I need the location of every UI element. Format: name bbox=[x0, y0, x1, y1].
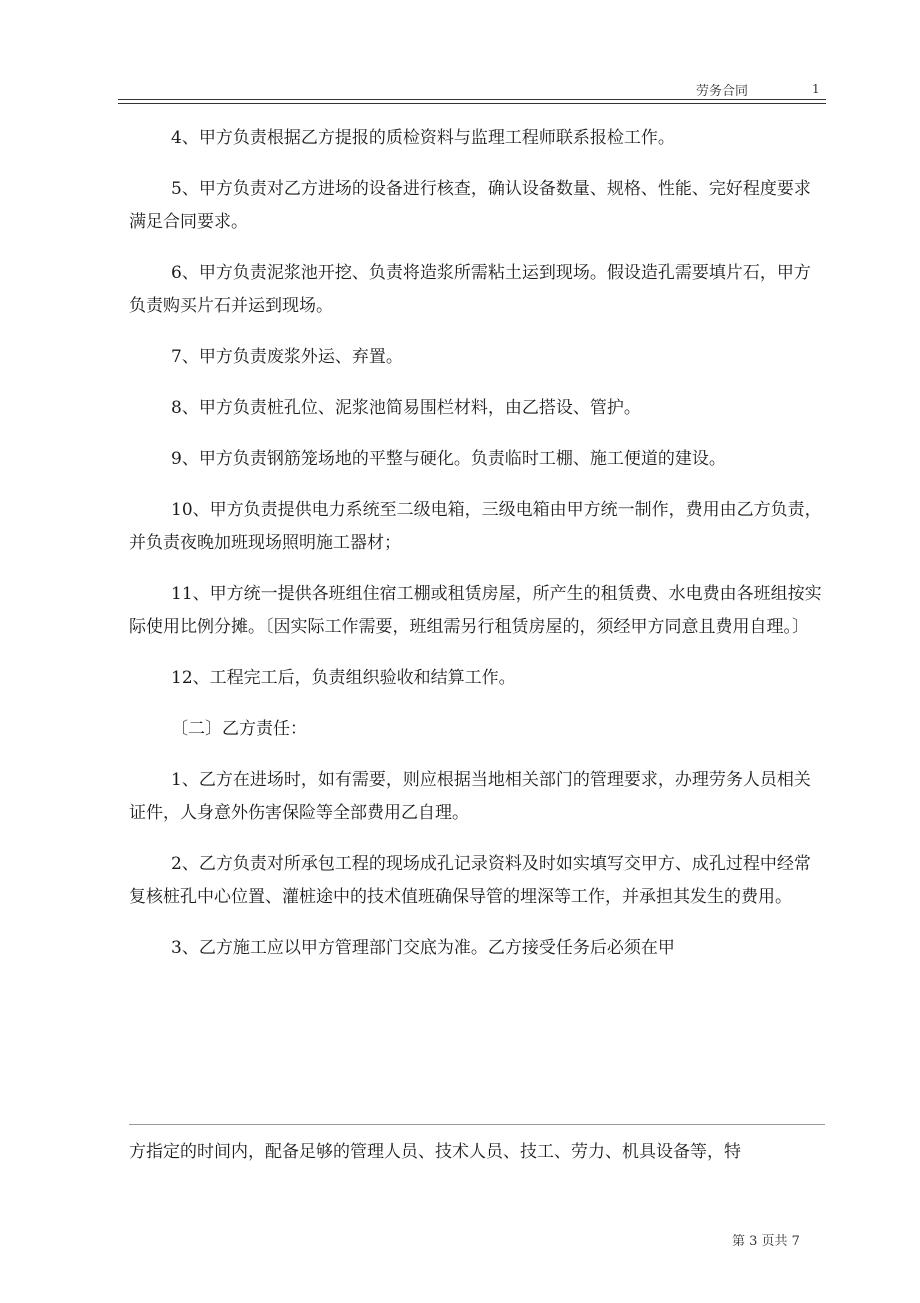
paragraph-12: 12、工程完工后，负责组织验收和结算工作。 bbox=[171, 668, 516, 688]
header-rule-thick bbox=[118, 99, 826, 100]
document-body-continued bbox=[129, 1136, 824, 1169]
paragraph-11: 11、甲方统一提供各班组住宿工棚或租赁房屋，所产生的租赁费、水电费由各班组按实际使用比例分摊。〔因实际工作需要，班组需另行租赁房屋的，须经甲方同意且费用自理。〕 bbox=[129, 584, 822, 637]
paragraph-8: 8、甲方负责桩孔位、泥浆池简易围栏材料，由乙搭设、管护。 bbox=[171, 398, 641, 418]
paragraph-b1: 1、乙方在进场时，如有需要，则应根据当地相关部门的管理要求，办理劳务人员相关证件，人身意外伤害保险等全部费用乙自理。 bbox=[129, 770, 811, 823]
page-break-rule bbox=[129, 1124, 825, 1125]
header-rule-thin bbox=[118, 103, 826, 104]
document-body bbox=[129, 122, 824, 965]
paragraph-b2: 2、乙方负责对所承包工程的现场成孔记录资料及时如实填写交甲方、成孔过程中经常复核桩孔中心位置、灌桩途中的技术值班确保导管的埋深等工作，并承担其发生的费用。 bbox=[129, 854, 811, 907]
paragraph-4: 4、甲方负责根据乙方提报的质检资料与监理工程师联系报检工作。 bbox=[171, 128, 675, 148]
paragraph-b3-continued: 方指定的时间内，配备足够的管理人员、技术人员、技工、劳力、机具设备等，特 bbox=[129, 1142, 741, 1162]
paragraph-7: 7、甲方负责废浆外运、弃置。 bbox=[171, 347, 403, 367]
page-footer: 第 3 页共 7 bbox=[732, 1234, 800, 1249]
paragraph-10: 10、甲方负责提供电力系统至二级电箱，三级电箱由甲方统一制作，费用由乙方负责，并负责夜晚加班现场照明施工器材； bbox=[129, 500, 822, 553]
header-page-number: 1 bbox=[812, 82, 820, 96]
section-heading-party-b: 〔二〕乙方责任： bbox=[171, 719, 307, 739]
paragraph-6: 6、甲方负责泥浆池开挖、负责将造浆所需粘土运到现场。假设造孔需要填片石，甲方负责购买片石并运到现场。 bbox=[129, 263, 811, 316]
paragraph-b3: 3、乙方施工应以甲方管理部门交底为准。乙方接受任务后必须在甲 bbox=[171, 938, 675, 958]
paragraph-5: 5、甲方负责对乙方进场的设备进行核查，确认设备数量、规格、性能、完好程度要求满足合同要求。 bbox=[129, 179, 811, 232]
header-title: 劳务合同 bbox=[696, 84, 749, 99]
paragraph-9: 9、甲方负责钢筋笼场地的平整与硬化。负责临时工棚、施工便道的建设。 bbox=[171, 449, 726, 469]
